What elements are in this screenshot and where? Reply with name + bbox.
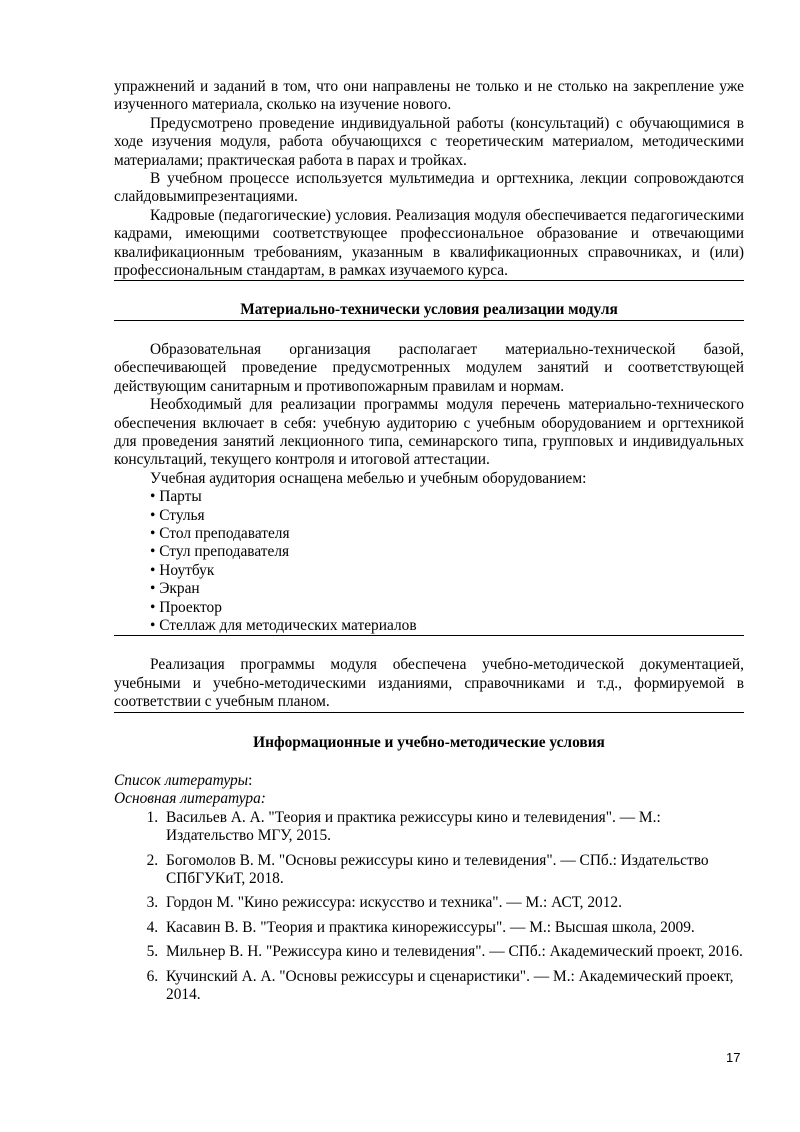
literature-label-text: Список литературы xyxy=(114,772,249,789)
list-item: • Парты xyxy=(150,488,202,506)
literature-label-colon: : xyxy=(248,772,253,789)
paragraph-multimedia: В учебном процессе используется мультимедиа и оргтехника, лекции сопровождаются слайдовымипрезентациями. xyxy=(114,170,744,206)
reference-item: 2. Богомолов В. М. "Основы режиссуры кино и телевидения". — СПб.: Издательство СПбГУКиТ, 2018. xyxy=(162,852,744,889)
reference-item: 3. Гордон М. "Кино режиссура: искусство и техника". — М.: АСТ, 2012. xyxy=(162,894,744,912)
paragraph-continuation: упражнений и заданий в том, что они направлены не только и не столько на закрепление уже изученного материала, сколько на изучение нового. xyxy=(114,78,744,114)
section-heading-material: Материально-технически условия реализации модуля xyxy=(240,301,618,319)
main-literature-label: Основная литература: xyxy=(114,790,266,808)
equipment-list-intro: Учебная аудитория оснащена мебелью и учебным оборудованием: xyxy=(150,469,587,487)
reference-item: 6. Кучинский А. А. "Основы режиссуры и сценаристики". — М.: Академический проект, 2014. xyxy=(162,968,744,1005)
list-item: • Проектор xyxy=(150,598,222,616)
document-page xyxy=(114,78,744,1010)
paragraph-material-base: Образовательная организация располагает материально-технической базой, обеспечивающей проведение предусмотренных модулем занятий и соответствующей действующим санитарным и противопожарным правилам и нормам. xyxy=(114,340,744,395)
section-heading-info: Информационные и учебно-методические условия xyxy=(253,733,605,751)
paragraph-documentation: Реализация программы модуля обеспечена учебно-методической документацией, учебными и учебно-методическими изданиями, справочниками и т.д., формируемой в соответствии с учебным планом. xyxy=(114,656,744,711)
list-item: • Стеллаж для методических материалов xyxy=(150,616,417,634)
list-item: • Стол преподавателя xyxy=(150,524,290,542)
reference-item: 4. Касавин В. В. "Теория и практика кинорежиссуры". — М.: Высшая школа, 2009. xyxy=(162,919,744,937)
literature-list-label xyxy=(114,772,744,790)
reference-item: 5. Мильнер В. Н. "Режиссура кино и телевидения". — СПб.: Академический проект, 2016. xyxy=(162,943,744,961)
list-item: • Стулья xyxy=(150,506,205,524)
paragraph-staffing: Кадровые (педагогические) условия. Реализация модуля обеспечивается педагогическими кадрами, имеющими соответствующее профессиональное образование и отвечающими квалификационным требованиям, указанным в квалификационных справочниках, и (или) профессиональным стандартам, в рамках изучаемого курса. xyxy=(114,206,744,280)
reference-list xyxy=(114,809,744,1005)
paragraph-equipment-list: Необходимый для реализации программы модуля перечень материально-технического обеспечения включает в себя: учебную аудиторию с учебным оборудованием и оргтехникой для проведения занятий лекционного типа, семинарского типа, групповых и индивидуальных консультаций, текущего контроля и итоговой аттестации. xyxy=(114,396,744,469)
paragraph-consultations: Предусмотрено проведение индивидуальной работы (консультаций) с обучающимися в ходе изучения модуля, работа обучающихся с теоретическим материалом, методическими материалами; практическая работа в парах и тройках. xyxy=(114,114,744,169)
list-item: • Ноутбук xyxy=(150,561,215,579)
list-item: • Стул преподавателя xyxy=(150,543,290,561)
equipment-list xyxy=(114,488,744,635)
page-number: 17 xyxy=(726,1050,741,1065)
reference-item: 1. Васильев А. А. "Теория и практика режиссуры кино и телевидения". — М.: Издательство МГУ, 2015. xyxy=(162,809,744,846)
list-item: • Экран xyxy=(150,580,200,598)
